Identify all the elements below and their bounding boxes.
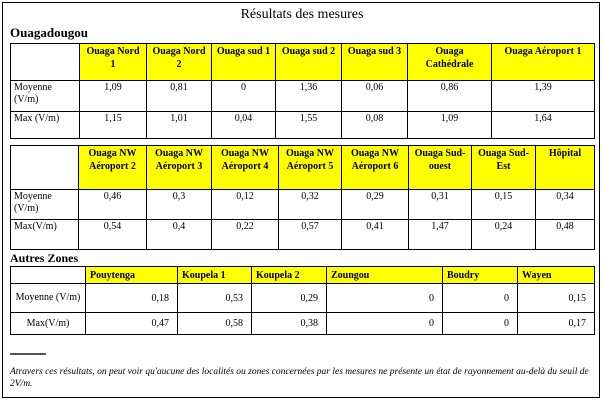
column-header: Ouaga Sud-Est xyxy=(472,146,536,190)
column-header: Ouaga NW Aéroport 4 xyxy=(212,146,279,190)
table-cell: 0,08 xyxy=(342,112,408,139)
table-cell: 0,46 xyxy=(79,190,147,220)
table-cell: 1,55 xyxy=(276,112,342,139)
table-cell: 1,47 xyxy=(409,220,472,250)
table-cell: 0,15 xyxy=(518,284,595,313)
table-cell: 1,15 xyxy=(80,112,147,139)
table-corner-cell xyxy=(11,267,86,284)
table-cell: 0,48 xyxy=(536,220,595,250)
footnote-divider xyxy=(10,353,46,355)
table-cell: 0 xyxy=(327,284,443,313)
column-header: Hôpital xyxy=(536,146,595,190)
row-label: Moyenne (V/m) xyxy=(11,284,86,313)
table-cell: 1,39 xyxy=(492,81,595,112)
table-cell: 0,47 xyxy=(86,313,178,335)
column-header: Ouaga Aéroport 1 xyxy=(492,44,595,81)
table-cell: 0 xyxy=(327,313,443,335)
column-header: Ouaga Nord 2 xyxy=(147,44,212,81)
column-header: Boudry xyxy=(443,267,518,284)
column-header: Zoungou xyxy=(327,267,443,284)
table-cell: 0,3 xyxy=(147,190,212,220)
row-label: Max(V/m) xyxy=(11,220,79,250)
table-corner-cell xyxy=(11,146,79,190)
column-header: Ouaga NW Aéroport 5 xyxy=(279,146,342,190)
table-row xyxy=(11,112,595,139)
table-cell: 0,24 xyxy=(472,220,536,250)
column-header: Koupela 2 xyxy=(252,267,327,284)
table-cell: 0,38 xyxy=(252,313,327,335)
table-cell: 0 xyxy=(443,313,518,335)
table-cell: 0,41 xyxy=(342,220,409,250)
column-header: Ouaga sud 2 xyxy=(276,44,342,81)
column-header: Ouaga Cathédrale xyxy=(408,44,492,81)
table-corner-cell xyxy=(11,44,80,81)
table-cell: 1,09 xyxy=(80,81,147,112)
table-cell: 0,57 xyxy=(279,220,342,250)
table-cell: 1,36 xyxy=(276,81,342,112)
column-header: Ouaga NW Aéroport 6 xyxy=(342,146,409,190)
table-header-row xyxy=(11,267,595,284)
table-cell: 0,18 xyxy=(86,284,178,313)
table-ouagadougou-1 xyxy=(10,43,595,139)
table-cell: 0,15 xyxy=(472,190,536,220)
section-autres-zones: Autres Zones xyxy=(10,251,79,265)
table-cell: 0,29 xyxy=(342,190,409,220)
table-cell: 0,53 xyxy=(178,284,252,313)
table-row xyxy=(11,284,595,313)
column-header: Ouaga NW Aéroport 3 xyxy=(147,146,212,190)
table-autres-zones xyxy=(10,266,595,335)
table-header-row xyxy=(11,146,595,190)
column-header: Koupela 1 xyxy=(178,267,252,284)
column-header: Ouaga sud 1 xyxy=(212,44,276,81)
column-header: Pouytenga xyxy=(86,267,178,284)
table-cell: 0 xyxy=(212,81,276,112)
table-cell: 0,17 xyxy=(518,313,595,335)
table-cell: 0,06 xyxy=(342,81,408,112)
row-label: Max (V/m) xyxy=(11,112,80,139)
table-cell: 0,58 xyxy=(178,313,252,335)
table-row xyxy=(11,220,595,250)
table-cell: 0,22 xyxy=(212,220,279,250)
column-header: Wayen xyxy=(518,267,595,284)
table-cell: 0 xyxy=(443,284,518,313)
table-row xyxy=(11,81,595,112)
page-title: Résultats des mesures xyxy=(240,7,364,22)
table-header-row xyxy=(11,44,595,81)
table-row xyxy=(11,190,595,220)
table-cell: 0,86 xyxy=(408,81,492,112)
table-row xyxy=(11,313,595,335)
row-label: Moyenne (V/m) xyxy=(11,81,80,112)
table-cell: 0,29 xyxy=(252,284,327,313)
table-cell: 0,04 xyxy=(212,112,276,139)
row-label: Moyenne (V/m) xyxy=(11,190,79,220)
table-cell: 0,34 xyxy=(536,190,595,220)
table-cell: 1,01 xyxy=(147,112,212,139)
results-page xyxy=(2,2,600,398)
column-header: Ouaga Sud-ouest xyxy=(409,146,472,190)
table-cell: 0,32 xyxy=(279,190,342,220)
row-label: Max(V/m) xyxy=(11,313,86,335)
column-header: Ouaga sud 3 xyxy=(342,44,408,81)
column-header: Ouaga NW Aéroport 2 xyxy=(79,146,147,190)
conclusion-note: Atravers ces résultats, on peut voir qu'aucune des localités ou zones concernées par les mesures ne présente un état de rayonnement au-delà du seuil de 2V/m. xyxy=(10,367,589,389)
column-header: Ouaga Nord 1 xyxy=(80,44,147,81)
section-ouagadougou: Ouagadougou xyxy=(10,25,89,40)
table-cell: 1,64 xyxy=(492,112,595,139)
table-ouagadougou-2 xyxy=(10,145,595,250)
table-cell: 0,54 xyxy=(79,220,147,250)
table-cell: 1,09 xyxy=(408,112,492,139)
table-cell: 0,81 xyxy=(147,81,212,112)
table-cell: 0,4 xyxy=(147,220,212,250)
table-cell: 0,31 xyxy=(409,190,472,220)
table-cell: 0,12 xyxy=(212,190,279,220)
